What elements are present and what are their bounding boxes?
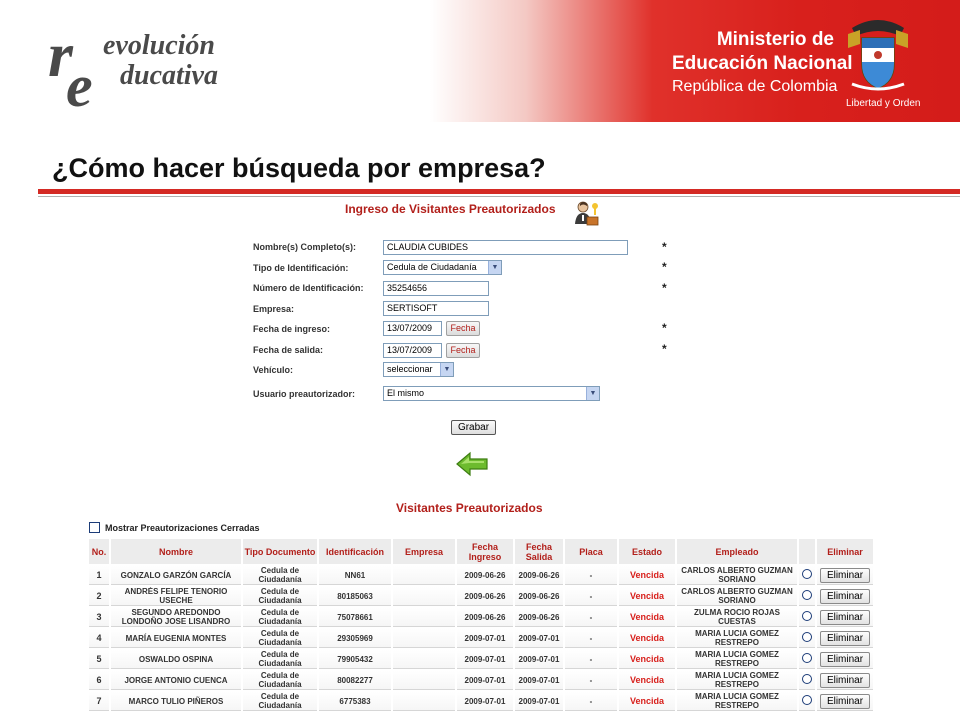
slide-title: ¿Cómo hacer búsqueda por empresa? — [52, 153, 546, 183]
header-banner — [0, 0, 960, 122]
identification-cell: 80082277 — [319, 671, 391, 690]
visitors-table — [87, 537, 875, 713]
employee-cell: ZULMA ROCIO ROJAS CUESTAS — [677, 608, 797, 627]
required-mark: * — [662, 260, 667, 274]
status-cell: Vencida — [619, 692, 675, 711]
col-header: Fecha Ingreso — [457, 539, 513, 564]
exit-date-cell: 2009-06-26 — [515, 566, 563, 585]
document-type-cell: Cedula de Ciudadanía — [243, 587, 317, 606]
pre-authorizer-select[interactable] — [383, 386, 600, 401]
select-cell — [799, 587, 815, 606]
visitor-name-cell: JORGE ANTONIO CUENCA — [111, 671, 241, 690]
company-cell — [393, 629, 455, 648]
status-cell: Vencida — [619, 566, 675, 585]
col-header: Eliminar — [817, 539, 873, 564]
entry-date-cell: 2009-06-26 — [457, 608, 513, 627]
coat-of-arms-icon — [842, 14, 914, 92]
plate-cell: - — [565, 608, 617, 627]
row-number-cell: 2 — [89, 587, 109, 606]
visitor-name-cell: ANDRÉS FELIPE TENORIO USECHE — [111, 587, 241, 606]
exit-date-input[interactable]: 13/07/2009 — [383, 343, 442, 358]
employee-cell: MARIA LUCIA GOMEZ RESTREPO — [677, 671, 797, 690]
back-arrow-icon[interactable] — [455, 451, 489, 477]
id-type-select[interactable] — [383, 260, 502, 275]
document-type-cell: Cedula de Ciudadanía — [243, 629, 317, 648]
col-header: Fecha Salida — [515, 539, 563, 564]
id-type-value: Cedula de Ciudadanía — [387, 262, 477, 272]
ministry-title — [672, 28, 853, 98]
required-mark: * — [662, 240, 667, 254]
entry-date-cell: 2009-07-01 — [457, 629, 513, 648]
identification-cell: 79905432 — [319, 650, 391, 669]
table-row — [89, 587, 873, 606]
required-mark: * — [662, 321, 667, 335]
vehicle-select[interactable] — [383, 362, 454, 377]
exit-date-cell: 2009-06-26 — [515, 587, 563, 606]
pre-authorizer-value: El mismo — [387, 388, 425, 398]
document-type-cell: Cedula de Ciudadanía — [243, 671, 317, 690]
label-entry-date: Fecha de ingreso: — [253, 324, 331, 334]
entry-date-input[interactable]: 13/07/2009 — [383, 321, 442, 336]
entry-date-cell: 2009-06-26 — [457, 587, 513, 606]
select-cell — [799, 566, 815, 585]
full-name-input[interactable]: CLAUDIA CUBIDES — [383, 240, 628, 255]
table-row — [89, 629, 873, 648]
company-cell — [393, 608, 455, 627]
visitor-name-cell: OSWALDO OSPINA — [111, 650, 241, 669]
required-mark: * — [662, 342, 667, 356]
delete-button[interactable]: Eliminar — [820, 631, 870, 646]
col-header: Tipo Documento — [243, 539, 317, 564]
company-cell — [393, 587, 455, 606]
company-cell — [393, 566, 455, 585]
row-number-cell: 4 — [89, 629, 109, 648]
label-full-name: Nombre(s) Completo(s): — [253, 242, 356, 252]
plate-cell: - — [565, 587, 617, 606]
col-header: Nombre — [111, 539, 241, 564]
user-badge-icon — [574, 200, 600, 226]
delete-cell — [817, 608, 873, 627]
chevron-down-icon: ▼ — [586, 387, 599, 400]
chevron-down-icon: ▼ — [488, 261, 501, 274]
document-type-cell: Cedula de Ciudadanía — [243, 608, 317, 627]
delete-cell — [817, 671, 873, 690]
exit-date-cell: 2009-07-01 — [515, 671, 563, 690]
select-cell — [799, 671, 815, 690]
row-select-radio[interactable] — [802, 653, 812, 663]
ministry-line-2: Educación Nacional — [672, 53, 853, 74]
save-button[interactable]: Grabar — [451, 420, 496, 435]
document-type-cell: Cedula de Ciudadanía — [243, 650, 317, 669]
row-select-radio[interactable] — [802, 674, 812, 684]
identification-cell: 75078661 — [319, 608, 391, 627]
visitor-name-cell: MARCO TULIO PIÑEROS — [111, 692, 241, 711]
delete-button[interactable]: Eliminar — [820, 673, 870, 688]
chevron-down-icon: ▼ — [440, 363, 453, 376]
identification-cell: 6775383 — [319, 692, 391, 711]
row-number-cell: 5 — [89, 650, 109, 669]
table-row — [89, 671, 873, 690]
col-header: Identificación — [319, 539, 391, 564]
status-cell: Vencida — [619, 629, 675, 648]
delete-cell — [817, 587, 873, 606]
label-id-number: Número de Identificación: — [253, 283, 364, 293]
employee-cell: CARLOS ALBERTO GUZMAN SORIANO — [677, 587, 797, 606]
row-number-cell: 1 — [89, 566, 109, 585]
delete-cell — [817, 629, 873, 648]
employee-cell: MARIA LUCIA GOMEZ RESTREPO — [677, 650, 797, 669]
visitor-name-cell: GONZALO GARZÓN GARCÍA — [111, 566, 241, 585]
label-company: Empresa: — [253, 304, 295, 314]
logo-letter-r: r — [48, 19, 69, 90]
identification-cell: NN61 — [319, 566, 391, 585]
label-exit-date: Fecha de salida: — [253, 345, 324, 355]
entry-date-cell: 2009-06-26 — [457, 566, 513, 585]
row-select-radio[interactable] — [802, 590, 812, 600]
table-row — [89, 650, 873, 669]
plate-cell: - — [565, 692, 617, 711]
employee-cell: MARIA LUCIA GOMEZ RESTREPO — [677, 692, 797, 711]
company-cell — [393, 650, 455, 669]
employee-cell: CARLOS ALBERTO GUZMAN SORIANO — [677, 566, 797, 585]
id-number-input[interactable]: 35254656 — [383, 281, 489, 296]
row-number-cell: 7 — [89, 692, 109, 711]
motto-text: Libertad y Orden — [846, 98, 921, 109]
document-type-cell: Cedula de Ciudadanía — [243, 692, 317, 711]
ministry-line-3: República de Colombia — [672, 78, 838, 95]
label-pre-authorizer: Usuario preautorizador: — [253, 389, 356, 399]
table-row — [89, 608, 873, 627]
exit-date-cell: 2009-07-01 — [515, 629, 563, 648]
row-number-cell: 6 — [89, 671, 109, 690]
row-select-radio[interactable] — [802, 632, 812, 642]
col-header: No. — [89, 539, 109, 564]
vehicle-value: seleccionar — [387, 364, 433, 374]
col-header: Empleado — [677, 539, 797, 564]
label-id-type: Tipo de Identificación: — [253, 263, 349, 273]
show-closed-checkbox[interactable] — [89, 522, 100, 533]
delete-button[interactable]: Eliminar — [820, 610, 870, 625]
delete-button[interactable]: Eliminar — [820, 589, 870, 604]
title-divider — [38, 189, 960, 194]
exit-date-cell: 2009-07-01 — [515, 650, 563, 669]
plate-cell: - — [565, 650, 617, 669]
table-heading: Visitantes Preautorizados — [396, 501, 543, 515]
delete-cell — [817, 650, 873, 669]
employee-cell: MARIA LUCIA GOMEZ RESTREPO — [677, 629, 797, 648]
entry-date-cell: 2009-07-01 — [457, 692, 513, 711]
document-type-cell: Cedula de Ciudadanía — [243, 566, 317, 585]
delete-button[interactable]: Eliminar — [820, 568, 870, 583]
status-cell: Vencida — [619, 671, 675, 690]
row-select-radio[interactable] — [802, 569, 812, 579]
col-header: Placa — [565, 539, 617, 564]
visitor-name-cell: SEGUNDO AREDONDO LONDOÑO JOSE LISANDRO — [111, 608, 241, 627]
row-select-radio[interactable] — [802, 695, 812, 705]
exit-date-cell: 2009-07-01 — [515, 692, 563, 711]
delete-cell — [817, 692, 873, 711]
plate-cell: - — [565, 671, 617, 690]
delete-cell — [817, 566, 873, 585]
delete-button[interactable]: Eliminar — [820, 652, 870, 667]
entry-date-cell: 2009-07-01 — [457, 650, 513, 669]
exit-date-button[interactable]: Fecha — [446, 343, 480, 358]
revolucion-educativa-logo — [48, 19, 248, 119]
table-row — [89, 692, 873, 711]
table-header-row — [89, 539, 873, 564]
required-mark: * — [662, 281, 667, 295]
select-cell — [799, 629, 815, 648]
form-heading: Ingreso de Visitantes Preautorizados — [345, 202, 556, 216]
row-select-radio[interactable] — [802, 611, 812, 621]
col-header — [799, 539, 815, 564]
ministry-line-1: Ministerio de — [716, 29, 834, 50]
row-number-cell: 3 — [89, 608, 109, 627]
title-divider-thin — [38, 196, 960, 197]
company-input[interactable]: SERTISOFT — [383, 301, 489, 316]
status-cell: Vencida — [619, 608, 675, 627]
exit-date-cell: 2009-06-26 — [515, 608, 563, 627]
identification-cell: 80185063 — [319, 587, 391, 606]
col-header: Estado — [619, 539, 675, 564]
logo-letter-e: e — [66, 53, 93, 119]
company-cell — [393, 692, 455, 711]
select-cell — [799, 608, 815, 627]
status-cell: Vencida — [619, 650, 675, 669]
logo-word-revolucion: evolución — [103, 30, 215, 61]
company-cell — [393, 671, 455, 690]
plate-cell: - — [565, 566, 617, 585]
table-row — [89, 566, 873, 585]
plate-cell: - — [565, 629, 617, 648]
show-closed-label: Mostrar Preautorizaciones Cerradas — [105, 523, 260, 533]
select-cell — [799, 692, 815, 711]
col-header: Empresa — [393, 539, 455, 564]
delete-button[interactable]: Eliminar — [820, 694, 870, 709]
label-vehicle: Vehículo: — [253, 365, 294, 375]
status-cell: Vencida — [619, 587, 675, 606]
entry-date-cell: 2009-07-01 — [457, 671, 513, 690]
visitor-name-cell: MARÍA EUGENIA MONTES — [111, 629, 241, 648]
select-cell — [799, 650, 815, 669]
identification-cell: 29305969 — [319, 629, 391, 648]
entry-date-button[interactable]: Fecha — [446, 321, 480, 336]
logo-word-educativa: ducativa — [120, 60, 218, 91]
